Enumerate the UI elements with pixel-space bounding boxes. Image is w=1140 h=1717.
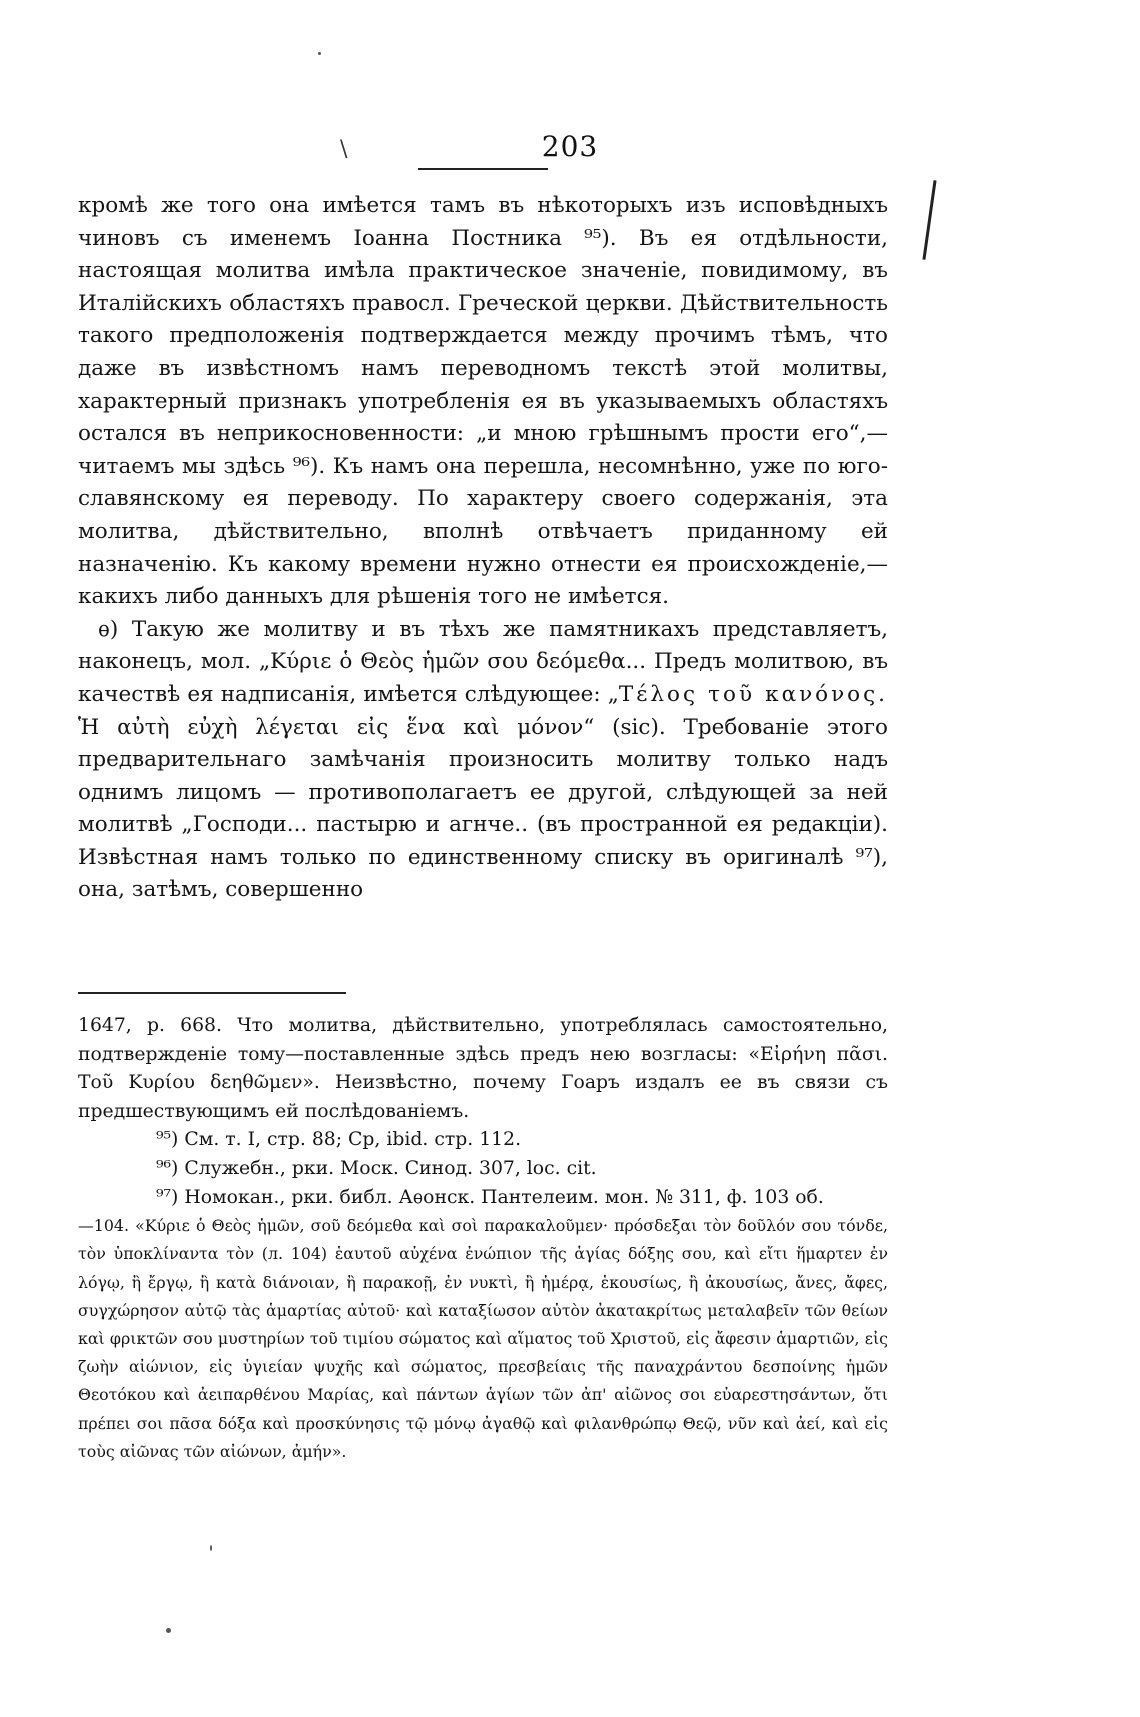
- footnote-95: ⁹⁵) См. т. I, стр. 88; Cp, ibid. стр. 112.: [156, 1129, 522, 1151]
- footnote-rule: [78, 992, 346, 994]
- header-tick-mark: \: [340, 137, 348, 162]
- main-text: [78, 190, 888, 907]
- paper-speck: [210, 1545, 212, 1551]
- footnote-97-greek-text: —104. «Κύριε ὁ Θεὸς ἡμῶν, σοῦ δεόμεθα καὶ σοὶ παρακαλοῦμεν· πρόσδεξαι τὸν δοῦλόν σου τόνδε, τὸν ὑποκλίναντα τὸν (л. 104) ἑαυτοῦ αὐχένα ἐνώπιον τῆς ἁγίας δόξης σου, καὶ εἴτι ἥμαρτεν ἐν λόγῳ, ἢ ἔργῳ, ἢ κατὰ διάνοιαν, ἢ παρακοῇ, ἐν νυκτὶ, ἢ ἡμέρᾳ, ἑκουσίως, ἢ ἀκουσίως, ἄνες, ἄφες, συγχώρησον αὐτῷ τὰς ἁμαρτίας αὐτοῦ· καὶ καταξίωσον αὐτὸν ἀκατακρίτως μεταλαβεῖν τῶν θείων καὶ φρικτῶν σου μυστηρίων τοῦ τιμίου σώματος καὶ αἵματος τοῦ Χριστοῦ, εἰς ἄφεσιν ἁμαρτιῶν, εἰς ζωὴν αἰώνιον, εἰς ὑγιείαν ψυχῆς καὶ σώματος, πρεσβείαις τῆς παναχράντου δεσποίνης ἡμῶν Θεοτόκου καὶ ἀειπαρθένου Μαρίας, καὶ πάντων ἁγίων τῶν ἀπ' αἰῶνος σοι εὐαρεστησάντων, ὅτι πρέπει σοι πᾶσα δόξα καὶ προσκύνησις τῷ μόνῳ ἀγαθῷ καὶ φιλανθρώπῳ Θεῷ, νῦν καὶ ἀεί, καὶ εἰς τοὺς αἰῶνας τῶν αἰώνων, ἀμήν».: [78, 1216, 888, 1461]
- paper-speck: [318, 52, 321, 55]
- paragraph-2: [78, 614, 888, 907]
- paragraph-2-part-1: ѳ) Такую же молитву и въ тѣхъ же памятникахъ представляетъ, наконецъ, мол. „Κύριε ὁ Θεὸς ἡμῶν σου δεόμεθα... Предъ молитвою, въ качествѣ ея надписанія, имѣется слѣдующее: „: [78, 616, 888, 707]
- paragraph-2-part-2: Ἡ αὐτὴ εὐχὴ λέγεται εἰς ἕνα καὶ μόνον“ (sic). Требованіе этого предварительнаго замѣчанія произносить молитву только надъ однимъ лицомъ — противополагаетъ ее другой, слѣдующей за ней молитвѣ „Господи... пастырю и агнче.. (въ пространной ея редакціи). Извѣстная намъ только по единственному списку въ оригиналѣ ⁹⁷), она, затѣмъ, совершенно: [78, 714, 888, 903]
- paragraph-2-spaced-greek: Τέλος τοῦ κανόνος.: [618, 681, 888, 707]
- footnotes: [78, 1012, 888, 1466]
- paper-speck: [166, 1628, 171, 1633]
- paragraph-1: кромѣ же того она имѣется тамъ въ нѣкоторыхъ изъ исповѣдныхъ чиновъ съ именемъ Іоанна Постника ⁹⁵). Въ ея отдѣльности, настоящая молитва имѣла практическое значеніе, повидимому, въ Италійскихъ областяхъ правосл. Греческой церкви. Дѣйствительность такого предположенія подтверждается между прочимъ тѣмъ, что даже въ извѣстномъ намъ переводномъ текстѣ этой молитвы, характерный признакъ употребленія ея въ указываемыхъ областяхъ остался въ неприкосновенности: „и мною грѣшнымъ прости его“,—читаемъ мы здѣсь ⁹⁶). Къ намъ она перешла, несомнѣнно, уже по юго-славянскому ея переводу. По характеру своего содержанія, эта молитва, дѣйствительно, вполнѣ отвѣчаетъ приданному ей назначенію. Къ какому времени нужно отнести ея происхожденіе,—какихъ либо данныхъ для рѣшенія того не имѣется.: [78, 193, 888, 610]
- page-header: [0, 130, 1140, 163]
- footnote-97: ⁹⁷) Номокан., рки. библ. Аѳонск. Пантелеим. мон. № 311, ф. 103 об.: [156, 1186, 824, 1208]
- header-rule: [418, 168, 548, 170]
- margin-pencil-mark: [922, 180, 936, 260]
- page-number: 203: [541, 130, 599, 163]
- footnote-continuation: 1647, p. 668. Что молитва, дѣйствительно, употреблялась самостоятельно, подтвержденіе тому—поставленные здѣсь предъ нею возгласы: «Εἰρήνη πᾶσι. Τοῦ Κυρίου δεηθῶμεν». Неизвѣстно, почему Гоаръ издалъ ее въ связи съ предшествующимъ ей послѣдованіемъ.: [78, 1015, 888, 1122]
- footnote-96: ⁹⁶) Служебн., рки. Моск. Синод. 307, loc. cit.: [156, 1157, 597, 1179]
